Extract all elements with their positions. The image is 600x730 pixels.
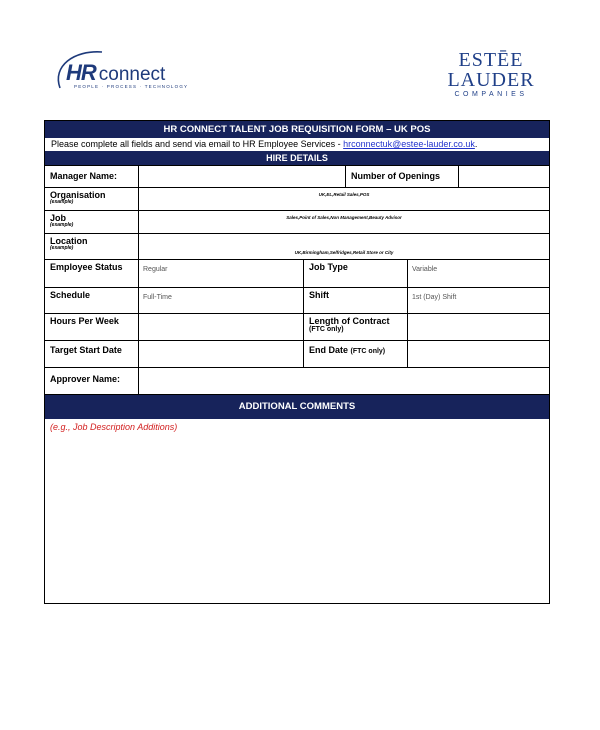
job-label: Job: [50, 213, 67, 223]
organisation-label: Organisation: [50, 190, 106, 200]
hire-details-table: [45, 165, 549, 394]
approver-row: [45, 367, 549, 394]
organisation-example: UK,EL,Retail Sales,POS: [318, 192, 370, 197]
manager-row: [45, 165, 549, 187]
job-field[interactable]: [138, 211, 549, 233]
hours-per-week-field[interactable]: [138, 314, 303, 340]
employee-status-field[interactable]: Regular: [138, 260, 303, 287]
manager-name-field[interactable]: [138, 166, 345, 187]
end-date-label: End Date: [309, 345, 349, 355]
job-example: Sales,Point of Sales,Non Management,Beauty Advisor: [286, 215, 402, 220]
instruction-suffix: .: [474, 139, 478, 149]
schedule-row: [45, 287, 549, 313]
target-start-label: Target Start Date: [50, 345, 122, 355]
shift-field[interactable]: 1st (Day) Shift: [407, 288, 549, 313]
length-contract-field[interactable]: [407, 314, 549, 340]
location-example: UK,Birmingham,Selfridges,Retail Store or City: [294, 250, 394, 255]
location-row: [45, 233, 549, 259]
length-contract-label: Length of Contract: [309, 316, 390, 326]
requisition-form: [44, 120, 550, 604]
approver-name-field[interactable]: [138, 368, 549, 394]
end-date-note: (FTC only): [350, 348, 386, 355]
hr-connect-logo: [54, 48, 194, 98]
approver-name-label: Approver Name:: [50, 374, 121, 384]
shift-label: Shift: [303, 288, 407, 313]
form-instruction: [45, 138, 549, 151]
hours-row: [45, 313, 549, 340]
organisation-row: [45, 187, 549, 210]
job-type-field[interactable]: Variable: [407, 260, 549, 287]
logo-tagline: PEOPLE · PROCESS · TECHNOLOGY: [74, 84, 189, 89]
logo-connect-text: connect: [98, 64, 166, 85]
form-title: HR CONNECT TALENT JOB REQUISITION FORM – UK POS: [45, 121, 549, 138]
additional-comments-heading: ADDITIONAL COMMENTS: [45, 394, 549, 419]
job-type-label: Job Type: [303, 260, 407, 287]
instruction-text: Please complete all fields and send via email to HR Employee Services -: [51, 139, 344, 149]
logo-line-1: ESTĒE: [458, 49, 524, 71]
target-start-field[interactable]: [138, 341, 303, 367]
organisation-field[interactable]: [138, 188, 549, 210]
estee-lauder-logo: [436, 50, 546, 98]
length-contract-note: (FTC only): [309, 326, 344, 333]
organisation-example-tag: (example): [50, 199, 74, 205]
logo-line-3: COMPANIES: [454, 91, 528, 98]
location-label: Location: [50, 236, 88, 246]
manager-name-label: Manager Name:: [50, 171, 118, 181]
employee-status-row: [45, 259, 549, 287]
logo-hr-text: HR: [66, 60, 96, 85]
location-field[interactable]: [138, 234, 549, 259]
logo-line-2: LAUDER: [447, 69, 535, 91]
job-row: [45, 210, 549, 233]
comments-field[interactable]: (e.g., Job Description Additions): [50, 422, 178, 432]
hire-details-heading: HIRE DETAILS: [45, 151, 549, 165]
email-link[interactable]: hrconnectuk@estee-lauder.co.uk: [343, 139, 475, 149]
end-date-field[interactable]: [407, 341, 549, 367]
hours-per-week-label: Hours Per Week: [50, 316, 119, 326]
number-openings-label: Number of Openings: [345, 166, 458, 187]
dates-row: [45, 340, 549, 367]
employee-status-label: Employee Status: [50, 262, 123, 272]
schedule-label: Schedule: [50, 290, 91, 300]
schedule-field[interactable]: Full-Time: [138, 288, 303, 313]
location-example-tag: (example): [50, 245, 74, 251]
job-example-tag: (example): [50, 222, 74, 228]
number-openings-field[interactable]: [458, 166, 549, 187]
